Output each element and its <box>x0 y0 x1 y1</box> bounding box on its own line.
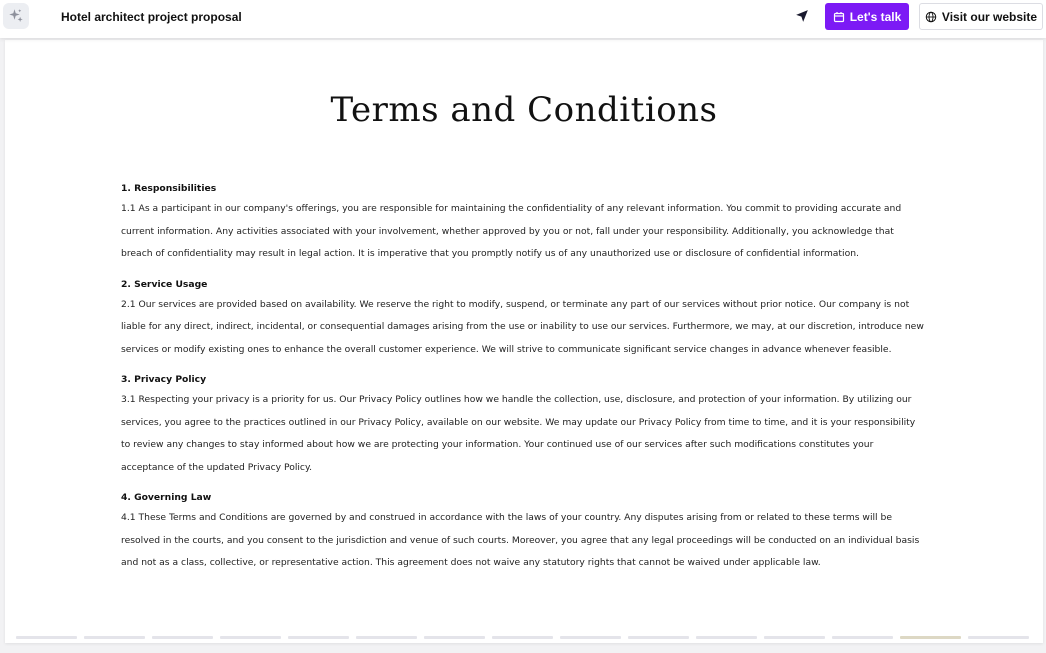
page-indicator-segment[interactable] <box>628 636 689 639</box>
page-progress <box>16 636 1029 639</box>
document-page <box>5 40 1043 643</box>
sparkles-icon[interactable] <box>3 3 29 29</box>
section-title: 2. Service Usage <box>121 278 208 290</box>
send-arrow-icon[interactable] <box>795 9 809 23</box>
section-privacy-policy <box>121 371 927 479</box>
document-title: Hotel architect project proposal <box>61 10 242 24</box>
page-indicator-segment[interactable] <box>424 636 485 639</box>
terms-content <box>121 180 927 585</box>
section-body: 1.1 As a participant in our company's offerings, you are responsible for maintaining the confidentiality of any relevant information. You commit to providing accurate and current information. Any activities associated with your involvement, whether approved by you or not, fall under your responsibility. Additionally, you acknowledge that breach of confidentiality may result in legal action. It is imperative that you promptly notify us of any unauthorized use or disclosure of confidential information. <box>121 203 902 259</box>
top-bar <box>0 0 1046 38</box>
page-indicator-segment[interactable] <box>900 636 961 639</box>
calendar-icon <box>833 11 845 23</box>
visit-website-label: Visit our website <box>941 9 1038 24</box>
section-responsibilities <box>121 180 927 266</box>
page-indicator-segment[interactable] <box>220 636 281 639</box>
page-indicator-segment[interactable] <box>356 636 417 639</box>
page-indicator-segment[interactable] <box>968 636 1029 639</box>
section-body: 4.1 These Terms and Conditions are governed by and construed in accordance with the laws of your country. Any disputes arising from or related to these terms will be resolved in the courts, and you consent to the jurisdiction and venue of such courts. Moreover, you agree that any legal proceedings will be conducted on an individual basis and not as a class, collective, or representative action. This agreement does not waive any statutory rights that cannot be waived under applicable law. <box>121 512 920 568</box>
page-indicator-segment[interactable] <box>492 636 553 639</box>
page-indicator-segment[interactable] <box>764 636 825 639</box>
page-indicator-segment[interactable] <box>832 636 893 639</box>
section-title: 1. Responsibilities <box>121 183 217 194</box>
section-title: 4. Governing Law <box>121 492 212 503</box>
page-indicator-segment[interactable] <box>84 636 145 639</box>
section-body: 2.1 Our services are provided based on availability. We reserve the right to modify, suspend, or terminate any part of our services without prior notice. Our company is not liable for any direct, indirect, incidental, or consequential damages arising from the use or inability to use our services. Furthermore, we may, at our discretion, introduce new services or modify existing ones to enhance the overall customer experience. We will strive to communicate significant service changes in advance whenever feasible. <box>121 298 924 355</box>
page-indicator-segment[interactable] <box>16 636 77 639</box>
visit-website-button[interactable] <box>919 3 1043 30</box>
lets-talk-label: Let's talk <box>849 9 902 24</box>
page-indicator-segment[interactable] <box>560 636 621 639</box>
page-indicator-segment[interactable] <box>152 636 213 639</box>
page-indicator-segment[interactable] <box>696 636 757 639</box>
globe-icon <box>925 11 937 23</box>
section-title: 3. Privacy Policy <box>121 374 207 385</box>
section-body: 3.1 Respecting your privacy is a priority for us. Our Privacy Policy outlines how we handle the collection, use, disclosure, and protection of your information. By utilizing our services, you agree to the practices outlined in our Privacy Policy, available on our website. We may update our Privacy Policy from time to time, and it is your responsibility to review any changes to stay informed about how we are protecting your information. Your continued use of our services after such modifications constitutes your acceptance of the updated Privacy Policy. <box>121 394 916 473</box>
lets-talk-button[interactable] <box>825 3 909 30</box>
section-service-usage <box>121 276 927 362</box>
page-heading: Terms and Conditions <box>330 90 718 130</box>
section-governing-law <box>121 489 927 575</box>
page-indicator-segment[interactable] <box>288 636 349 639</box>
